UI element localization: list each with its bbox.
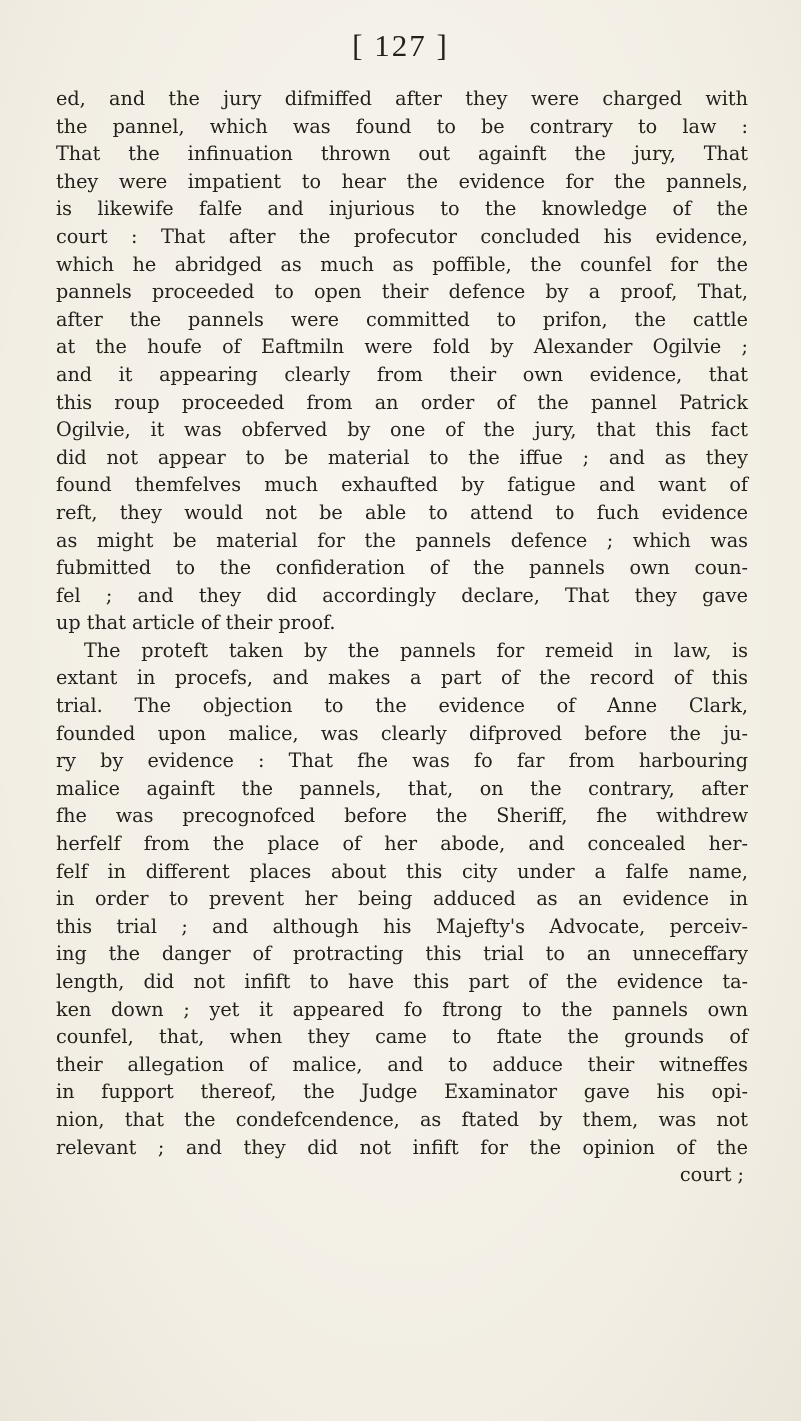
body-text — [56, 85, 748, 1189]
text-line: this trial ; and although his Majefty's Advocate, perceiv- — [56, 914, 748, 938]
text-line: is likewife falfe and injurious to the knowledge of the — [56, 197, 748, 221]
text-line: nion, that the condefcendence, as ftated by them, was not — [56, 1107, 748, 1131]
text-line: did not appear to be material to the iffue ; and as they — [56, 445, 748, 469]
text-line: ry by evidence : That fhe was fo far from harbouring — [56, 749, 748, 773]
text-line: counfel, that, when they came to ftate the grounds of — [56, 1025, 748, 1049]
text-line: herfelf from the place of her abode, and concealed her- — [56, 832, 748, 856]
text-line: relevant ; and they did not infift for the opinion of the — [56, 1135, 748, 1159]
text-line: ed, and the jury difmiffed after they were charged with — [56, 87, 748, 110]
text-line: up that article of their proof. — [56, 611, 336, 635]
text-line: fubmitted to the confideration of the pannels own coun- — [56, 556, 748, 580]
text-line: ing the danger of protracting this trial to an unneceffary — [56, 942, 748, 966]
text-line: court : That after the profecutor concluded his evidence, — [56, 224, 748, 248]
text-line: their allegation of malice, and to adduce their witneffes — [56, 1052, 748, 1076]
text-line: extant in procefs, and makes a part of the record of this — [56, 666, 748, 690]
text-line: which he abridged as much as poffible, the counfel for the — [56, 252, 748, 276]
text-line: they were impatient to hear the evidence for the pannels, — [56, 169, 748, 193]
text-line: as might be material for the pannels defence ; which was — [56, 528, 748, 552]
text-line: ken down ; yet it appeared fo ftrong to the pannels own — [56, 997, 748, 1021]
text-line: fhe was precognofced before the Sheriff, fhe withdrew — [56, 804, 748, 828]
text-line: length, did not infift to have this part of the evidence ta- — [56, 970, 748, 993]
text-line: in order to prevent her being adduced as an evidence in — [56, 887, 748, 911]
text-line: this roup proceeded from an order of the pannel Patrick — [56, 390, 748, 414]
text-line: the pannel, which was found to be contrary to law : — [56, 114, 748, 138]
text-line: reft, they would not be able to attend to fuch evidence — [56, 500, 748, 524]
text-line: found themfelves much exhaufted by fatigue and want of — [56, 473, 748, 497]
text-line: and it appearing clearly from their own evidence, that — [56, 362, 748, 386]
text-line: founded upon malice, was clearly difproved before the ju- — [56, 721, 748, 745]
text-line: trial. The objection to the evidence of Anne Clark, — [56, 694, 748, 718]
text-line: pannels proceeded to open their defence by a proof, That, — [56, 280, 748, 304]
page-number-header: [ 127 ] — [352, 28, 449, 63]
text-line: felf in different places about this city under a falfe name, — [56, 859, 748, 883]
catchword: court ; — [679, 1163, 744, 1187]
text-line: fel ; and they did accordingly declare, That they gave — [56, 583, 748, 607]
text-line: Ogilvie, it was obferved by one of the jury, that this fact — [56, 418, 748, 442]
text-line: malice againft the pannels, that, on the contrary, after — [56, 776, 748, 800]
text-line: The proteft taken by the pannels for remeid in law, is — [84, 638, 748, 662]
text-line: That the infinuation thrown out againft the jury, That — [56, 142, 748, 166]
text-line: in fupport thereof, the Judge Examinator gave his opi- — [56, 1080, 748, 1104]
text-line: at the houfe of Eaftmiln were fold by Alexander Ogilvie ; — [56, 335, 748, 359]
text-line: after the pannels were committed to prifon, the cattle — [56, 307, 748, 331]
